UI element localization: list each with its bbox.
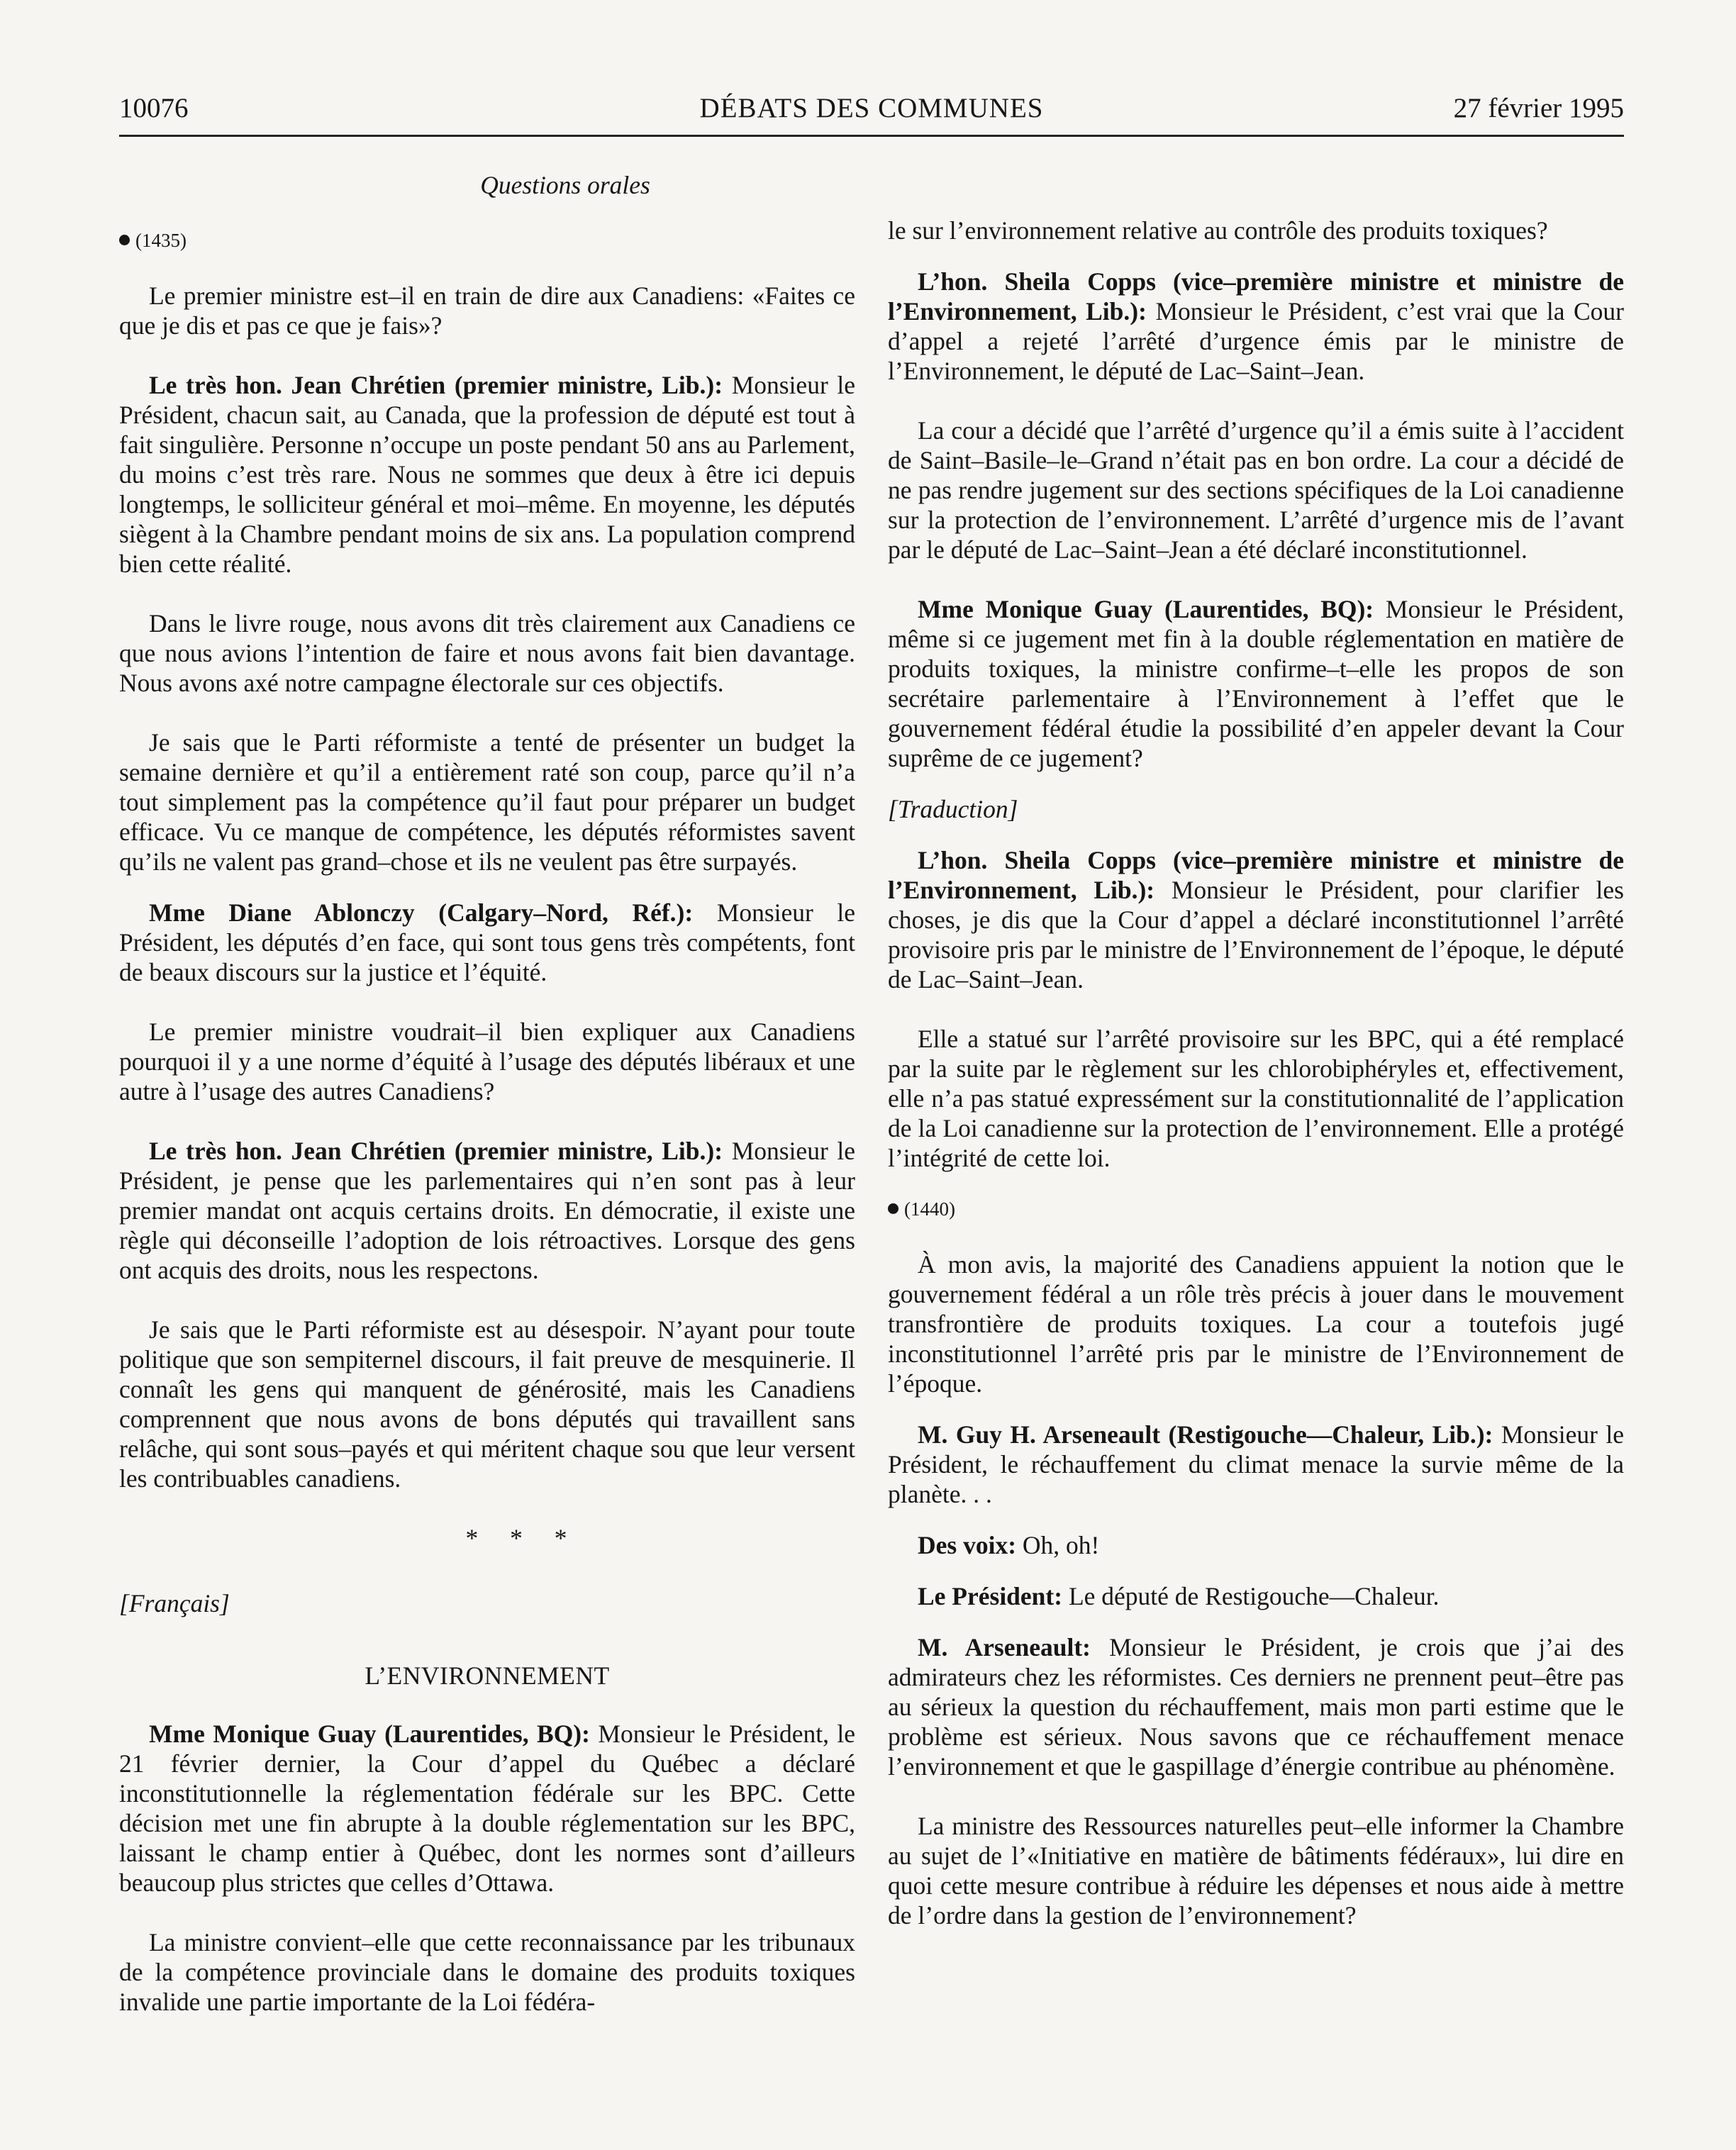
language-marker: [Traduction] [888,795,1018,823]
left-column [119,170,855,2046]
speaker-name: M. Arseneault: [918,1633,1091,1661]
paragraph: Le premier ministre est–il en train de dire aux Canadiens: «Faites ce que je dis et pas ce que je fais»? [119,282,855,340]
speech-paragraph [888,594,1624,773]
section-label: Questions orales [480,171,650,199]
speaker-name: M. Guy H. Arseneault (Restigouche—Chaleur, Lib.): [918,1420,1493,1449]
header-rule [119,135,1624,137]
section-separator: * * * [465,1524,580,1552]
speech-paragraph [119,898,855,987]
speaker-name: Le très hon. Jean Chrétien (premier ministre, Lib.): [149,1137,723,1165]
paragraph: La ministre des Ressources naturelles peut–elle informer la Chambre au sujet de l’«Initiative en matière de bâtiments fédéraux», lui dire en quoi cette mesure contribue à réduire les dépenses et nous aide à mettre de l’ordre dans la gestion de l’environnement? [888,1812,1624,1929]
speech-text: Monsieur le Président, pour clarifier les choses, je dis que la Cour d’appel a déclaré inconstitutionnel l’arrêté provisoire pris par le ministre de l’Environnement de l’époque, le député de Lac–Saint–Jean. [888,876,1624,993]
paragraph: Je sais que le Parti réformiste est au désespoir. N’ayant pour toute politique que son sempiternel discours, il fait preuve de mesquinerie. Il connaît les gens qui manquent de générosité, mais les Canadiens comprennent que nous avons de bons députés qui travaillent sans relâche, qui sont sous–payés et qui méritent chaque sou que leur versent les contribuables canadiens. [119,1315,855,1493]
speech-text: Monsieur le Président, c’est vrai que la Cour d’appel a rejeté l’arrêté d’urgence émis par le ministre de l’Environnement, le député de Lac–Saint–Jean. [888,297,1624,385]
speaker-name: L’hon. Sheila Copps (vice–première ministre et ministre de l’Environnement, Lib.): [888,267,1624,325]
paragraph: Le premier ministre voudrait–il bien expliquer aux Canadiens pourquoi il y a une norme d’équité à l’usage des députés libéraux et une autre à l’usage des autres Canadiens? [119,1018,855,1105]
speaker-name: Le très hon. Jean Chrétien (premier ministre, Lib.): [149,371,723,399]
right-column [888,216,1624,1960]
speaker-name: L’hon. Sheila Copps (vice–première ministre et ministre de l’Environnement, Lib.): [888,846,1624,904]
speech-paragraph [888,845,1624,994]
timestamp [119,225,855,255]
speaker-name: Mme Monique Guay (Laurentides, BQ): [918,595,1374,623]
speech-paragraph [119,370,855,579]
speech-text: Monsieur le Président, je pense que les parlementaires qui n’en sont pas à leur premier mandat ont acquis certains droits. En démocratie, il existe une règle qui déconseille l’adoption de lois rétroactives. Lorsque des gens ont acquis des droits, nous les respectons. [119,1137,855,1284]
speech-text: Oh, oh! [1022,1531,1100,1559]
speech-text: Monsieur le Président, même si ce jugement met fin à la double réglementation en matière de produits toxiques, la ministre confirme–t–elle les propos de son secrétaire parlementaire à l’Environnement à l’effet que le gouvernement fédéral étudie la possibilité d’en appeler devant la Cour suprême de ce jugement? [888,595,1625,772]
timestamp [888,1194,1624,1224]
paragraph: Dans le livre rouge, nous avons dit très clairement aux Canadiens ce que nous avions l’intention de faire et nous avons fait bien davantage. Nous avons axé notre campagne électorale sur ces objectifs. [119,609,855,697]
speech-paragraph [888,1632,1624,1781]
speech-paragraph [119,1136,855,1285]
publication-date: 27 février 1995 [1453,93,1624,123]
paragraph: Je sais que le Parti réformiste a tenté de présenter un budget la semaine dernière et qu’il a entièrement raté son coup, parce qu’il n’a tout simplement pas la compétence qu’il faut pour préparer un budget efficace. Vu ce manque de compétence, les députés réformistes savent qu’ils ne valent pas grand–chose et ils ne veulent pas être surpayés. [119,728,855,876]
speech-text: Monsieur le Président, chacun sait, au Canada, que la profession de député est tout à fait singulière. Personne n’occupe un poste pendant 50 ans au Parlement, du moins c’est très rare. Nous ne sommes que deux à être ici depuis longtemps, le solliciteur général et moi–même. En moyenne, les députés siègent à la Chambre pendant moins de six ans. La population comprend bien cette réalité. [119,371,855,578]
bullet-icon [119,235,130,245]
paragraph: le sur l’environnement relative au contrôle des produits toxiques? [888,216,1548,245]
speech-text: Monsieur le Président, le 21 février dernier, la Cour d’appel du Québec a déclaré inconstitutionnelle la réglementation fédérale sur les BPC. Cette décision met une fin abrupte à la double réglementation sur les BPC, laissant le champ entier à Québec, dont les normes sont d’ailleurs beaucoup plus strictes que celles d’Ottawa. [119,1720,855,1897]
speaker-name: Des voix: [918,1531,1017,1559]
speech-paragraph [119,1719,855,1898]
speech-text: Le député de Restigouche—Chaleur. [1068,1582,1440,1610]
timestamp-text: (1440) [904,1198,955,1220]
paragraph: Elle a statué sur l’arrêté provisoire sur les BPC, qui a été remplacé par la suite par le règlement sur les chlorobiphéryles et, effectivement, elle n’a pas statué expressément sur la constitutionnalité de l’application de la Loi canadienne sur la protection de l’environnement. Elle a protégé l’intégrité de cette loi. [888,1025,1624,1172]
running-header [119,92,1624,135]
speaker-name: Mme Monique Guay (Laurentides, BQ): [149,1720,590,1748]
paragraph: La ministre convient–elle que cette reconnaissance par les tribunaux de la compétence provinciale dans le domaine des produits toxiques invalide une partie importante de la Loi fédéra- [119,1928,855,2016]
speech-text: Monsieur le Président, le réchauffement du climat menace la survie même de la planète. . . [888,1420,1624,1508]
section-heading: L’ENVIRONNEMENT [365,1661,610,1690]
language-marker: [Français] [119,1589,230,1617]
bullet-icon [888,1203,898,1214]
speech-text: Monsieur le Président, je crois que j’ai des admirateurs chez les réformistes. Ces derniers ne prennent peut–être pas au sérieux la question du réchauffement, mais mon parti estime que le problème est sérieux. Nous savons que ce réchauffement menace l’environnement et que le gaspillage d’énergie contribue au phénomène. [888,1633,1625,1781]
speech-paragraph [888,267,1624,386]
speech-paragraph [888,1581,1624,1611]
paragraph: À mon avis, la majorité des Canadiens appuient la notion que le gouvernement fédéral a un rôle très précis à jouer dans le mouvement transfrontière de produits toxiques. La cour a toutefois jugé inconstitutionnel l’arrêté pris par le ministre de l’Environnement de l’époque. [888,1250,1624,1398]
speaker-name: Mme Diane Ablonczy (Calgary–Nord, Réf.): [149,898,694,927]
page-number: 10076 [119,93,189,123]
speech-paragraph [888,1420,1624,1509]
paragraph: La cour a décidé que l’arrêté d’urgence qu’il a émis suite à l’accident de Saint–Basile–le–Grand n’était pas en bon ordre. La cour a décidé de ne pas rendre jugement sur des sections spécifiques de la Loi canadienne sur la protection de l’environnement. L’arrêté d’urgence mis de l’avant par le député de Lac–Saint–Jean a été déclaré inconstitutionnel. [888,416,1624,564]
speaker-name: Le Président: [918,1582,1063,1610]
publication-title: DÉBATS DES COMMUNES [699,93,1044,123]
timestamp-text: (1435) [135,230,187,251]
speech-text: Monsieur le Président, les députés d’en face, qui sont tous gens très compétents, font de beaux discours sur la justice et l’équité. [119,898,855,986]
speech-paragraph [888,1530,1624,1560]
